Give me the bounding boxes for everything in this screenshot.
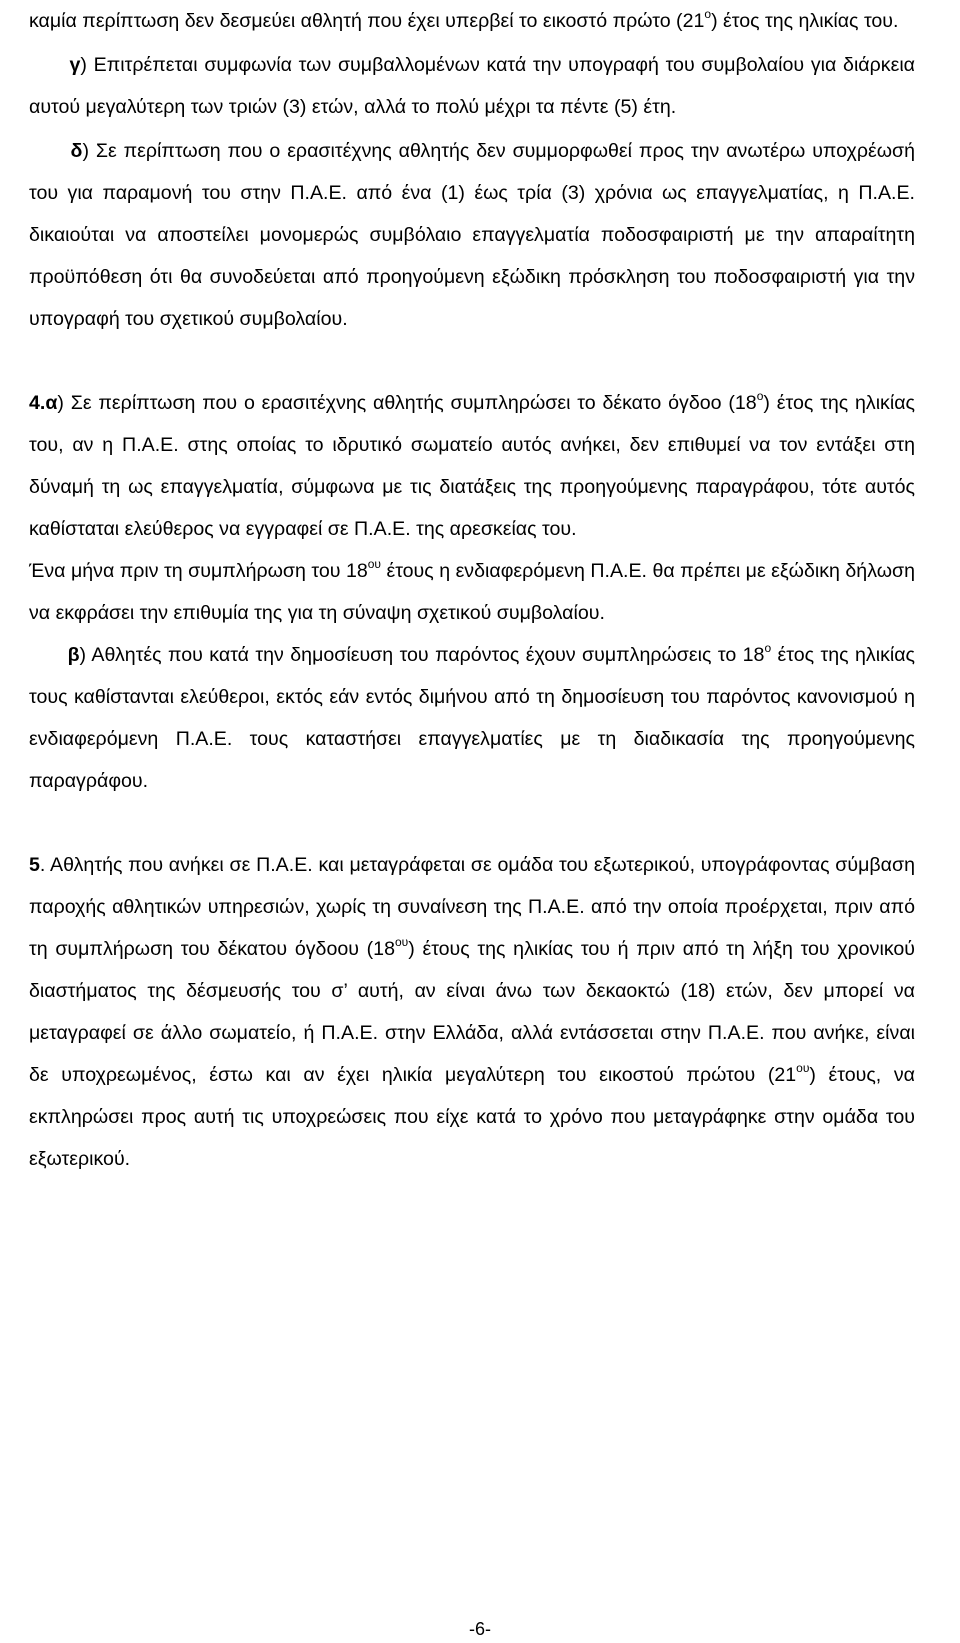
text-segment: ) έτος της ηλικίας του, αν η Π.Α.Ε. στης οποίας το ιδρυτικό σωματείο αυτός ανήκει, δεν επιθυμεί να τον εντάξει στη δύναμή τη ως επαγγελματία, σύμφωνα με τις διατάξεις της προηγούμενης παραγράφου, τότε αυτός καθίσταται ελεύθερος να εγγραφεί σε Π.Α.Ε. της αρεσκείας του. (29, 392, 915, 540)
text-segment: ) έτους, να εκπληρώσει προς αυτή τις υποχρεώσεις που είχε κατά το χρόνο που μεταγράφηκε στην ομάδα του εξωτερικού. (29, 1064, 915, 1170)
superscript: ου (367, 557, 381, 571)
paragraph-5 (29, 844, 915, 1180)
superscript: ο (764, 641, 772, 655)
item-label: γ (69, 54, 81, 76)
superscript: ου (394, 935, 409, 949)
text-segment: έτος της ηλικίας τους καθίστανται ελεύθεροι, εκτός εάν εντός διμήνου από τη δημοσίευση του παρόντος κανονισμού η ενδιαφερόμενη Π.Α.Ε. τους καταστήσει επαγγελματίες με τη διαδικασία της προηγούμενης παραγράφου. (29, 644, 915, 792)
page-number: -6- (469, 1619, 491, 1639)
paragraph-month-notice (29, 550, 915, 634)
text-segment: καμία περίπτωση δεν δεσμεύει αθλητή που έχει υπερβεί το εικοστό πρώτο (21 (29, 10, 705, 32)
superscript: ου (796, 1061, 810, 1075)
section-number: 4. (29, 392, 46, 414)
text-segment: ) Σε περίπτωση που ο ερασιτέχνης αθλητής συμπληρώσει το δέκατο όγδοο (18 (57, 392, 757, 414)
paragraph-4b (29, 634, 915, 802)
document-page (29, 0, 915, 1180)
item-label: δ (70, 140, 83, 162)
text-segment: ) έτος της ηλικίας του. (711, 10, 899, 32)
paragraph-gamma (29, 44, 915, 128)
superscript: ο (704, 7, 712, 21)
text-segment: ) έτους της ηλικίας του ή πριν από τη λήξη του χρονικού διαστήματος της δέσμευσής του σ’ αυτή, αν είναι άνω των δεκαοκτώ (18) ετών, δεν μπορεί να μεταγραφεί σε άλλο σωματείο, ή Π.Α.Ε. στην Ελλάδα, αλλά εντάσσεται στην Π.Α.Ε. που ανήκε, είναι δε υποχρεωμένος, έστω και αν έχει ηλικία μεγαλύτερη του εικοστού πρώτου (21 (29, 938, 915, 1086)
paragraph-delta (29, 130, 915, 340)
superscript: ο (756, 389, 764, 403)
section-number: 5 (29, 854, 40, 876)
text-segment: ) Αθλητές που κατά την δημοσίευση του παρόντος έχουν συμπληρώσεις το 18 (79, 644, 765, 666)
paragraph-4a (29, 382, 915, 550)
item-label: α (45, 392, 58, 414)
item-label: β (67, 644, 80, 666)
paragraph-continuation (29, 0, 915, 42)
text-segment: Ένα μήνα πριν τη συμπλήρωση του 18 (29, 560, 368, 582)
text-segment: ) Σε περίπτωση που ο ερασιτέχνης αθλητής δεν συμμορφωθεί προς την ανωτέρω υποχρέωσή του για παραμονή του στην Π.Α.Ε. από ένα (1) έως τρία (3) χρόνια ως επαγγελματίας, η Π.Α.Ε. δικαιούται να αποστείλει μονομερώς συμβόλαιο επαγγελματία ποδοσφαιριστή με την απαραίτητη προϋπόθεση ότι θα συνοδεύεται από προηγούμενη εξώδικη πρόσκληση του ποδοσφαιριστή για την υπογραφή του σχετικού συμβολαίου. (29, 140, 915, 330)
text-segment: ) Επιτρέπεται συμφωνία των συμβαλλομένων κατά την υπογραφή του συμβολαίου για διάρκεια αυτού μεγαλύτερη των τριών (3) ετών, αλλά το πολύ μέχρι τα πέντε (5) έτη. (29, 54, 915, 118)
text-segment: έτους η ενδιαφερόμενη Π.Α.Ε. θα πρέπει με εξώδικη δήλωση να εκφράσει την επιθυμία της για τη σύναψη σχετικού συμβολαίου. (29, 560, 915, 624)
text-segment: . Αθλητής που ανήκει σε Π.Α.Ε. και μεταγράφεται σε ομάδα του εξωτερικού, υπογράφοντας σύμβαση παροχής αθλητικών υπηρεσιών, χωρίς τη συναίνεση της Π.Α.Ε. από την οποία προέρχεται, πριν από τη συμπλήρωση του δέκατου όγδοου (18 (29, 854, 915, 960)
